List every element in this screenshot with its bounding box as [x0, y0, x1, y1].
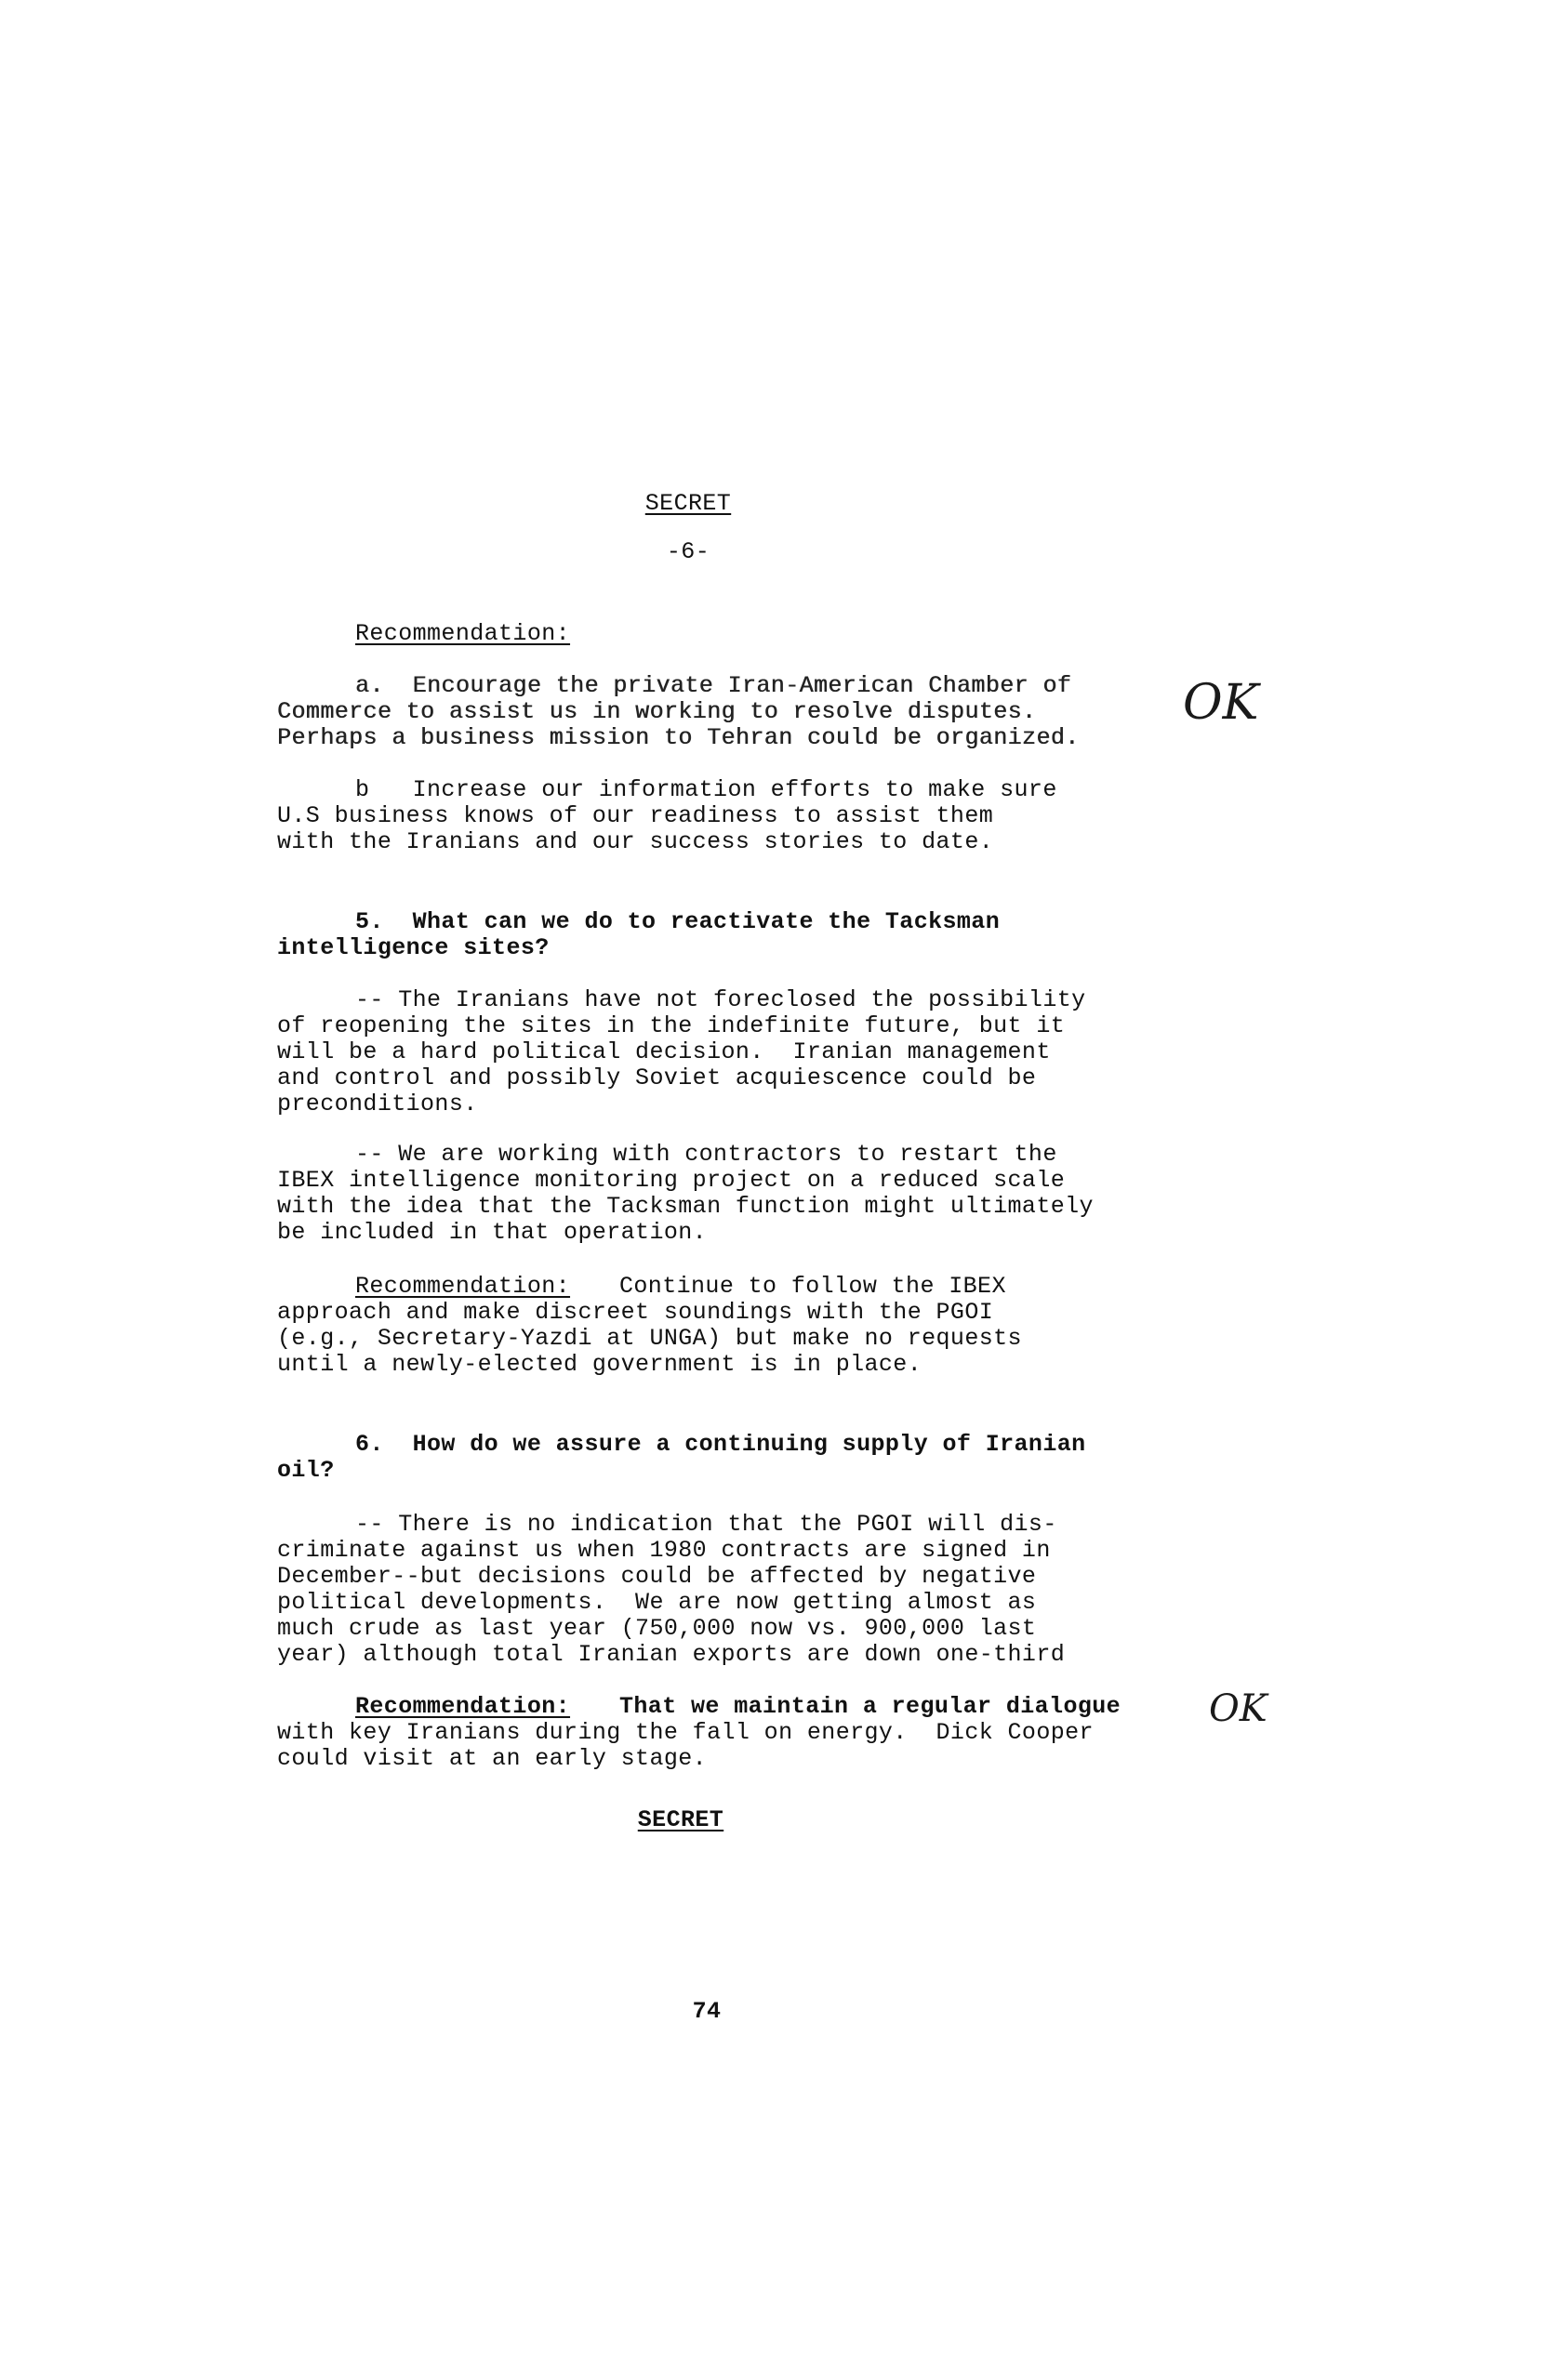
q6-rec-label: Recommendation:	[355, 1693, 571, 1720]
q5-rec-line: (e.g., Secretary-Yazdi at UNGA) but make no requests	[277, 1325, 1022, 1352]
q6-para1-line: year) although total Iranian exports are down one-third	[277, 1641, 1066, 1668]
q6-rec-line: could visit at an early stage.	[277, 1745, 708, 1772]
q5-rec-line: Continue to follow the IBEX	[619, 1273, 1006, 1300]
q6-para1-line: criminate against us when 1980 contracts are signed in	[277, 1537, 1051, 1564]
header-page-number: -6-	[666, 538, 710, 565]
q6-para1-line: -- There is no indication that the PGOI will dis-	[355, 1511, 1057, 1538]
margin-ok-note: OK	[1183, 675, 1259, 731]
question-6-line: 6. How do we assure a continuing supply of Iranian	[355, 1431, 1086, 1458]
recommendation-heading: Recommendation:	[355, 620, 571, 647]
question-5-line: 5. What can we do to reactivate the Tacksman	[355, 908, 1001, 935]
header-classification: SECRET	[644, 490, 732, 517]
q5-para1-line: -- The Iranians have not foreclosed the possibility	[355, 986, 1086, 1013]
question-5-line: intelligence sites?	[277, 934, 550, 961]
q5-para1-line: preconditions.	[277, 1091, 478, 1117]
item-a-line: a. Encourage the private Iran-American Chamber of	[355, 672, 1072, 699]
item-a-line: Perhaps a business mission to Tehran could be organized.	[277, 724, 1080, 751]
item-b-line: b Increase our information efforts to make sure	[355, 776, 1057, 803]
q6-para1-line: political developments. We are now getting almost as	[277, 1589, 1037, 1616]
q5-rec-line: approach and make discreet soundings with the PGOI	[277, 1299, 994, 1326]
item-b-line: U.S business knows of our readiness to assist them	[277, 802, 994, 829]
q5-para1-line: and control and possibly Soviet acquiescence could be	[277, 1064, 1037, 1091]
q5-rec-line: until a newly-elected government is in place.	[277, 1351, 922, 1378]
q5-para2-line: with the idea that the Tacksman function might ultimately	[277, 1193, 1094, 1220]
q5-para1-line: of reopening the sites in the indefinite future, but it	[277, 1012, 1066, 1039]
q5-para2-line: IBEX intelligence monitoring project on a reduced scale	[277, 1167, 1066, 1194]
item-a-line: Commerce to assist us in working to resolve disputes.	[277, 698, 1037, 725]
footer-classification: SECRET	[637, 1806, 724, 1833]
q6-para1-line: December--but decisions could be affected by negative	[277, 1563, 1037, 1590]
question-6-line: oil?	[277, 1457, 335, 1484]
q6-rec-line: with key Iranians during the fall on energy. Dick Cooper	[277, 1719, 1094, 1746]
q6-para1-line: much crude as last year (750,000 now vs. 900,000 last	[277, 1615, 1037, 1642]
q5-para1-line: will be a hard political decision. Iranian management	[277, 1038, 1051, 1065]
document-page-number: 74	[692, 1998, 722, 2025]
q5-para2-line: be included in that operation.	[277, 1219, 708, 1246]
margin-ok-note-2: OK	[1209, 1687, 1267, 1730]
q5-rec-label: Recommendation:	[355, 1273, 571, 1300]
item-b-line: with the Iranians and our success stories to date.	[277, 828, 994, 855]
q6-rec-line: That we maintain a regular dialogue	[619, 1693, 1121, 1720]
q5-para2-line: -- We are working with contractors to restart the	[355, 1141, 1057, 1168]
